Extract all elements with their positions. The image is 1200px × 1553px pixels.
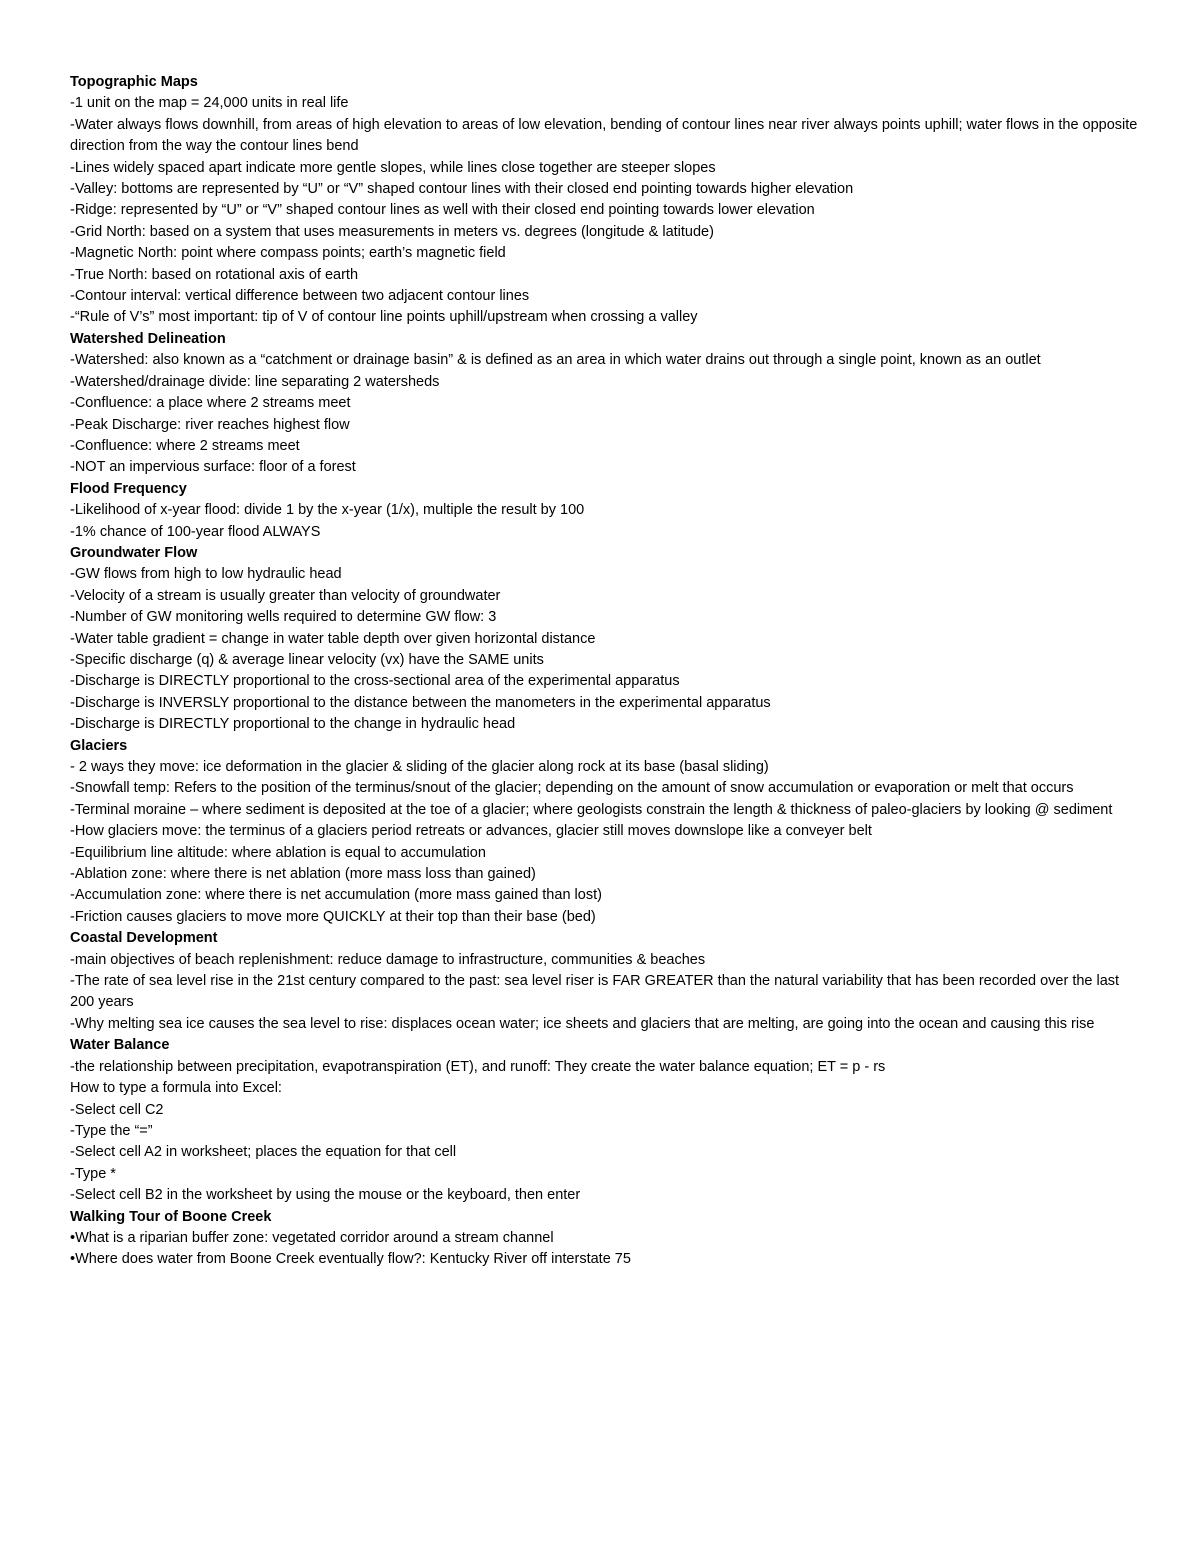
section-heading: Walking Tour of Boone Creek xyxy=(70,1208,272,1225)
note-line: -Ridge: represented by “U” or “V” shaped contour lines as well with their closed end pointing towards lower elevation xyxy=(70,202,815,219)
note-line: -Grid North: based on a system that uses measurements in meters vs. degrees (longitude & latitude) xyxy=(70,223,714,240)
section-heading: Water Balance xyxy=(70,1037,170,1054)
document-page xyxy=(70,72,1145,1271)
note-line: -Likelihood of x-year flood: divide 1 by the x-year (1/x), multiple the result by 100 xyxy=(70,502,585,519)
note-line: - 2 ways they move: ice deformation in the glacier & sliding of the glacier along rock at its base (basal sliding) xyxy=(70,759,769,775)
note-line: -Accumulation zone: where there is net accumulation (more mass gained than lost) xyxy=(70,887,602,904)
note-line: -Water table gradient = change in water table depth over given horizontal distance xyxy=(70,630,596,647)
note-line: -Type * xyxy=(70,1165,116,1182)
section-water-balance xyxy=(70,1035,1145,1206)
note-line: -Select cell C2 xyxy=(70,1101,164,1118)
note-line: -Type the “=” xyxy=(70,1122,153,1139)
section-heading: Glaciers xyxy=(70,737,128,754)
note-line: -the relationship between precipitation, evapotranspiration (ET), and runoff: They create the water balance equation; ET = p - rs xyxy=(70,1058,886,1075)
section-heading: Flood Frequency xyxy=(70,480,187,497)
note-line: -True North: based on rotational axis of earth xyxy=(70,266,359,283)
note-line: -Discharge is INVERSLY proportional to the distance between the manometers in the experimental apparatus xyxy=(70,694,771,711)
note-line: -Terminal moraine – where sediment is deposited at the toe of a glacier; where geologists constrain the length & thickness of paleo-glaciers by looking @ sediment xyxy=(70,801,1113,818)
section-heading: Groundwater Flow xyxy=(70,544,198,561)
section-heading: Topographic Maps xyxy=(70,74,198,90)
note-line: -GW flows from high to low hydraulic head xyxy=(70,566,342,583)
note-line: -Confluence: a place where 2 streams meet xyxy=(70,395,351,412)
section-heading: Watershed Delineation xyxy=(70,330,226,347)
note-line: -Watershed: also known as a “catchment or drainage basin” & is defined as an area in which water drains out through a single point, known as an outlet xyxy=(70,352,1041,369)
note-line: -1% chance of 100-year flood ALWAYS xyxy=(70,523,321,540)
note-line: -Water always flows downhill, from areas of high elevation to areas of low elevation, bending of contour lines near river always points uphill; water flows in the opposite direction from the way the contour lines bend xyxy=(70,116,1138,155)
note-line: -1 unit on the map = 24,000 units in real life xyxy=(70,95,349,112)
section-topographic-maps xyxy=(70,72,1145,329)
note-line: -Select cell A2 in worksheet; places the equation for that cell xyxy=(70,1144,457,1161)
note-line: -Peak Discharge: river reaches highest flow xyxy=(70,416,350,433)
section-walking-tour-boone-creek xyxy=(70,1207,1145,1271)
note-line: -NOT an impervious surface: floor of a forest xyxy=(70,459,356,476)
note-line: -Magnetic North: point where compass points; earth’s magnetic field xyxy=(70,245,506,262)
note-line: -Valley: bottoms are represented by “U” or “V” shaped contour lines with their closed end pointing towards higher elevation xyxy=(70,181,854,198)
note-line: How to type a formula into Excel: xyxy=(70,1080,282,1097)
section-flood-frequency xyxy=(70,479,1145,543)
note-line: -Velocity of a stream is usually greater than velocity of groundwater xyxy=(70,587,501,604)
note-line: -main objectives of beach replenishment: reduce damage to infrastructure, communities & beaches xyxy=(70,951,706,968)
note-line: -Number of GW monitoring wells required to determine GW flow: 3 xyxy=(70,609,497,626)
note-line: -Friction causes glaciers to move more QUICKLY at their top than their base (bed) xyxy=(70,908,596,925)
section-groundwater-flow xyxy=(70,543,1145,736)
note-line: -Ablation zone: where there is net ablation (more mass loss than gained) xyxy=(70,866,536,883)
note-line: -Select cell B2 in the worksheet by using the mouse or the keyboard, then enter xyxy=(70,1187,581,1204)
note-line: •What is a riparian buffer zone: vegetated corridor around a stream channel xyxy=(70,1229,554,1246)
note-line: -Why melting sea ice causes the sea level to rise: displaces ocean water; ice sheets and glaciers that are melting, are going into the ocean and causing this rise xyxy=(70,1015,1095,1032)
section-heading: Coastal Development xyxy=(70,930,218,947)
note-line: -Watershed/drainage divide: line separating 2 watersheds xyxy=(70,373,440,390)
note-line: -How glaciers move: the terminus of a glaciers period retreats or advances, glacier still moves downslope like a conveyer belt xyxy=(70,823,872,840)
note-line: -Specific discharge (q) & average linear velocity (vx) have the SAME units xyxy=(70,651,544,668)
note-line: -Contour interval: vertical difference between two adjacent contour lines xyxy=(70,288,530,305)
note-line: -Discharge is DIRECTLY proportional to the cross-sectional area of the experimental apparatus xyxy=(70,673,680,690)
note-line: -Confluence: where 2 streams meet xyxy=(70,437,300,454)
note-line: -Discharge is DIRECTLY proportional to the change in hydraulic head xyxy=(70,716,516,733)
note-line: -“Rule of V’s” most important: tip of V of contour line points uphill/upstream when crossing a valley xyxy=(70,309,698,326)
note-line: -Lines widely spaced apart indicate more gentle slopes, while lines close together are steeper slopes xyxy=(70,159,716,176)
note-line: -Equilibrium line altitude: where ablation is equal to accumulation xyxy=(70,844,486,861)
section-glaciers xyxy=(70,736,1145,929)
note-line: -Snowfall temp: Refers to the position of the terminus/snout of the glacier; depending on the amount of snow accumulation or evaporation or melt that occurs xyxy=(70,780,1074,797)
section-coastal-development xyxy=(70,928,1145,1035)
section-watershed-delineation xyxy=(70,329,1145,479)
note-line: •Where does water from Boone Creek eventually flow?: Kentucky River off interstate 75 xyxy=(70,1251,631,1268)
note-line: -The rate of sea level rise in the 21st century compared to the past: sea level riser is FAR GREATER than the natural variability that has been recorded over the last 200 years xyxy=(70,973,1120,1011)
